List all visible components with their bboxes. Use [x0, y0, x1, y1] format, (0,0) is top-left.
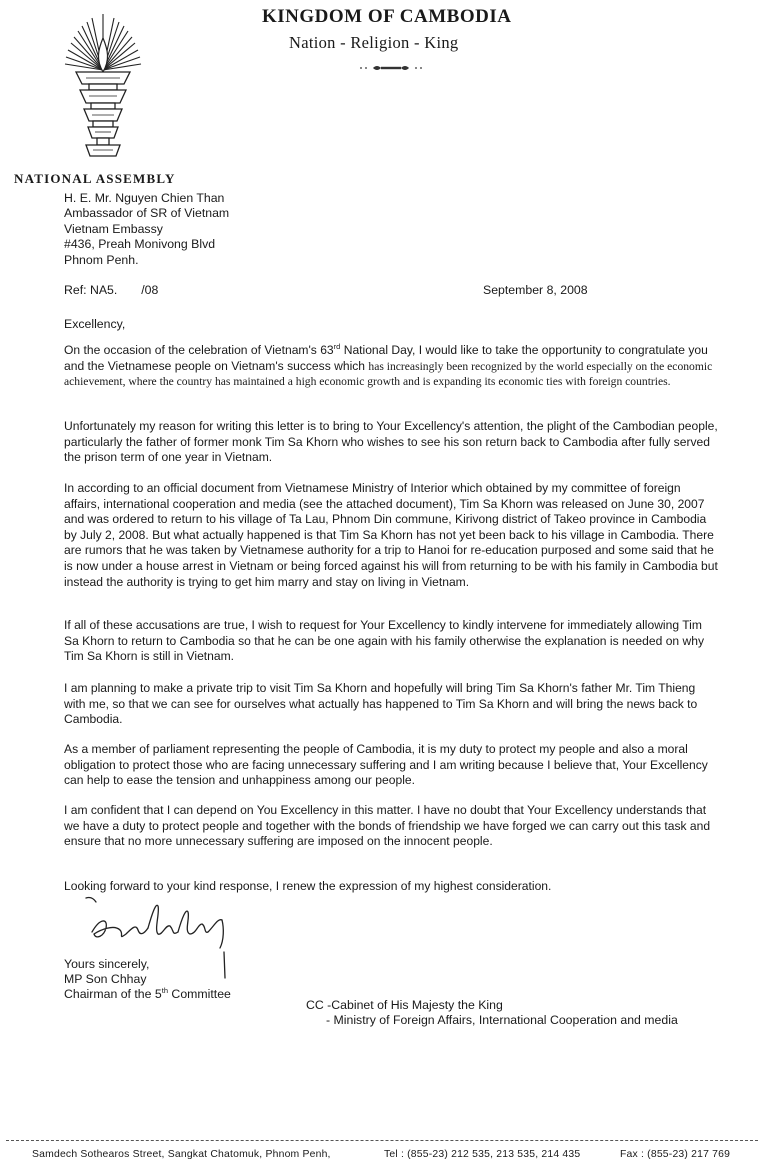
- salutation: Excellency,: [64, 317, 126, 331]
- reference-number: Ref: NA5. /08: [64, 283, 159, 297]
- closing-phrase: Yours sincerely,: [64, 957, 150, 971]
- title-text-b: Committee: [168, 987, 231, 1002]
- p1-text-a: On the occasion of the celebration of Vietnam's 63: [64, 343, 334, 357]
- recipient-street: #436, Preah Monivong Blvd: [64, 237, 216, 252]
- body-paragraph-5: I am planning to make a private trip to visit Tim Sa Khorn and hopefully will bring Tim Sa Khorn's father Mr. Tim Thieng with me, so that we can see for ourselves what actually has happened to Tim Sa Khorn and will bring the news back to Cambodia.: [64, 681, 698, 727]
- cc-line-2: - Ministry of Foreign Affairs, International Cooperation and media: [326, 1013, 678, 1028]
- body-paragraph-4: If all of these accusations are true, I wish to request for Your Excellency to kindly intervene for immediately allowing Tim Sa Khorn to return to Cambodia so that he can be one again with his family otherwise the explanation is needed on why Tim Sa Khorn is still in Vietnam.: [64, 618, 705, 664]
- footer-telephone: Tel : (855-23) 212 535, 213 535, 214 435: [384, 1149, 581, 1160]
- recipient-title: Ambassador of SR of Vietnam: [64, 206, 230, 221]
- cc-list: [306, 998, 678, 1028]
- national-motto: Nation - Religion - King: [289, 33, 459, 52]
- title-text-a: Chairman of the 5: [64, 987, 162, 1002]
- ornament-divider-icon: [355, 62, 427, 74]
- recipient-organization: Vietnam Embassy: [64, 221, 163, 236]
- signatory-name: MP Son Chhay: [64, 972, 147, 987]
- institution-name: NATIONAL ASSEMBLY: [14, 171, 176, 186]
- footer-fax: Fax : (855-23) 217 769: [620, 1149, 731, 1160]
- p1-text-c: has increasingly been recognized by the world especially on the economic achievement, where the country has maintained a high economic growth and is expanding its economic ties with foreign countries.: [64, 359, 713, 389]
- body-paragraph-6: As a member of parliament representing the people of Cambodia, it is my duty to protect my people and also a moral obligation to protect those who are facing unnecessary suffering and I am writing because I believe that, Your Excellency can help to ease the tension and unhappiness among our people.: [64, 742, 708, 788]
- recipient-city: Phnom Penh.: [64, 252, 139, 267]
- body-paragraph-3: In according to an official document from Vietnamese Ministry of Interior which obtained by my committee of foreign affairs, international cooperation and media (see the attached document), Tim Sa Khorn was released on June 30, 2007 and was ordered to return to his village of Ta Lau, Phnom Din commune, Kirivong district of Takeo province in Cambodia by July 2, 2008. But what actually happened is that Tim Sa Khorn has not yet been back to his village in Cambodia. There are rumors that he was taken by Vietnamese authority for a trip to Hanoi for re-education purposed and some said that he is now under a house arrest in Vietnam or being forced against his will from returning to be with his family in Cambodia but instead the authority is trying to get him marry and stay on living in Vietnam.: [64, 481, 718, 589]
- signatory-title: [64, 987, 231, 1002]
- royal-emblem-icon: [62, 10, 144, 160]
- p1-superscript: rd: [333, 341, 341, 351]
- body-paragraph-2: Unfortunately my reason for writing this letter is to bring to Your Excellency's attention, the plight of the Cambodian people, particularly the father of former monk Tim Sa Khorn who wishes to see his son return back to Cambodia after fully served the prison term of one year in Vietnam.: [64, 419, 718, 465]
- footer-divider: [6, 1140, 758, 1141]
- cc-line-1: CC -Cabinet of His Majesty the King: [306, 998, 503, 1012]
- letter-date: September 8, 2008: [483, 283, 588, 297]
- title-superscript: th: [161, 986, 169, 996]
- kingdom-title: KINGDOM OF CAMBODIA: [262, 6, 512, 27]
- p1-text-b: National Day, I would like to take the opportunity to congratulate you and the Vietnamese people on Vietnam's success which: [64, 343, 708, 373]
- recipient-address: [64, 191, 229, 268]
- body-paragraph-8: Looking forward to your kind response, I renew the expression of my highest consideration.: [64, 879, 552, 893]
- body-paragraph-1: [64, 343, 718, 390]
- signature-block: [64, 957, 231, 1003]
- body-paragraph-7: I am confident that I can depend on You Excellency in this matter. I have no doubt that Your Excellency understands that we have a duty to protect people and together with the bonds of friendship we have forged we can carry out this task and ensure that no more unnecessary suffering are imposed on the innocent people.: [64, 803, 711, 849]
- footer-address: Samdech Sothearos Street, Sangkat Chatomuk, Phnom Penh,: [32, 1149, 331, 1160]
- recipient-name: H. E. Mr. Nguyen Chien Than: [64, 191, 225, 205]
